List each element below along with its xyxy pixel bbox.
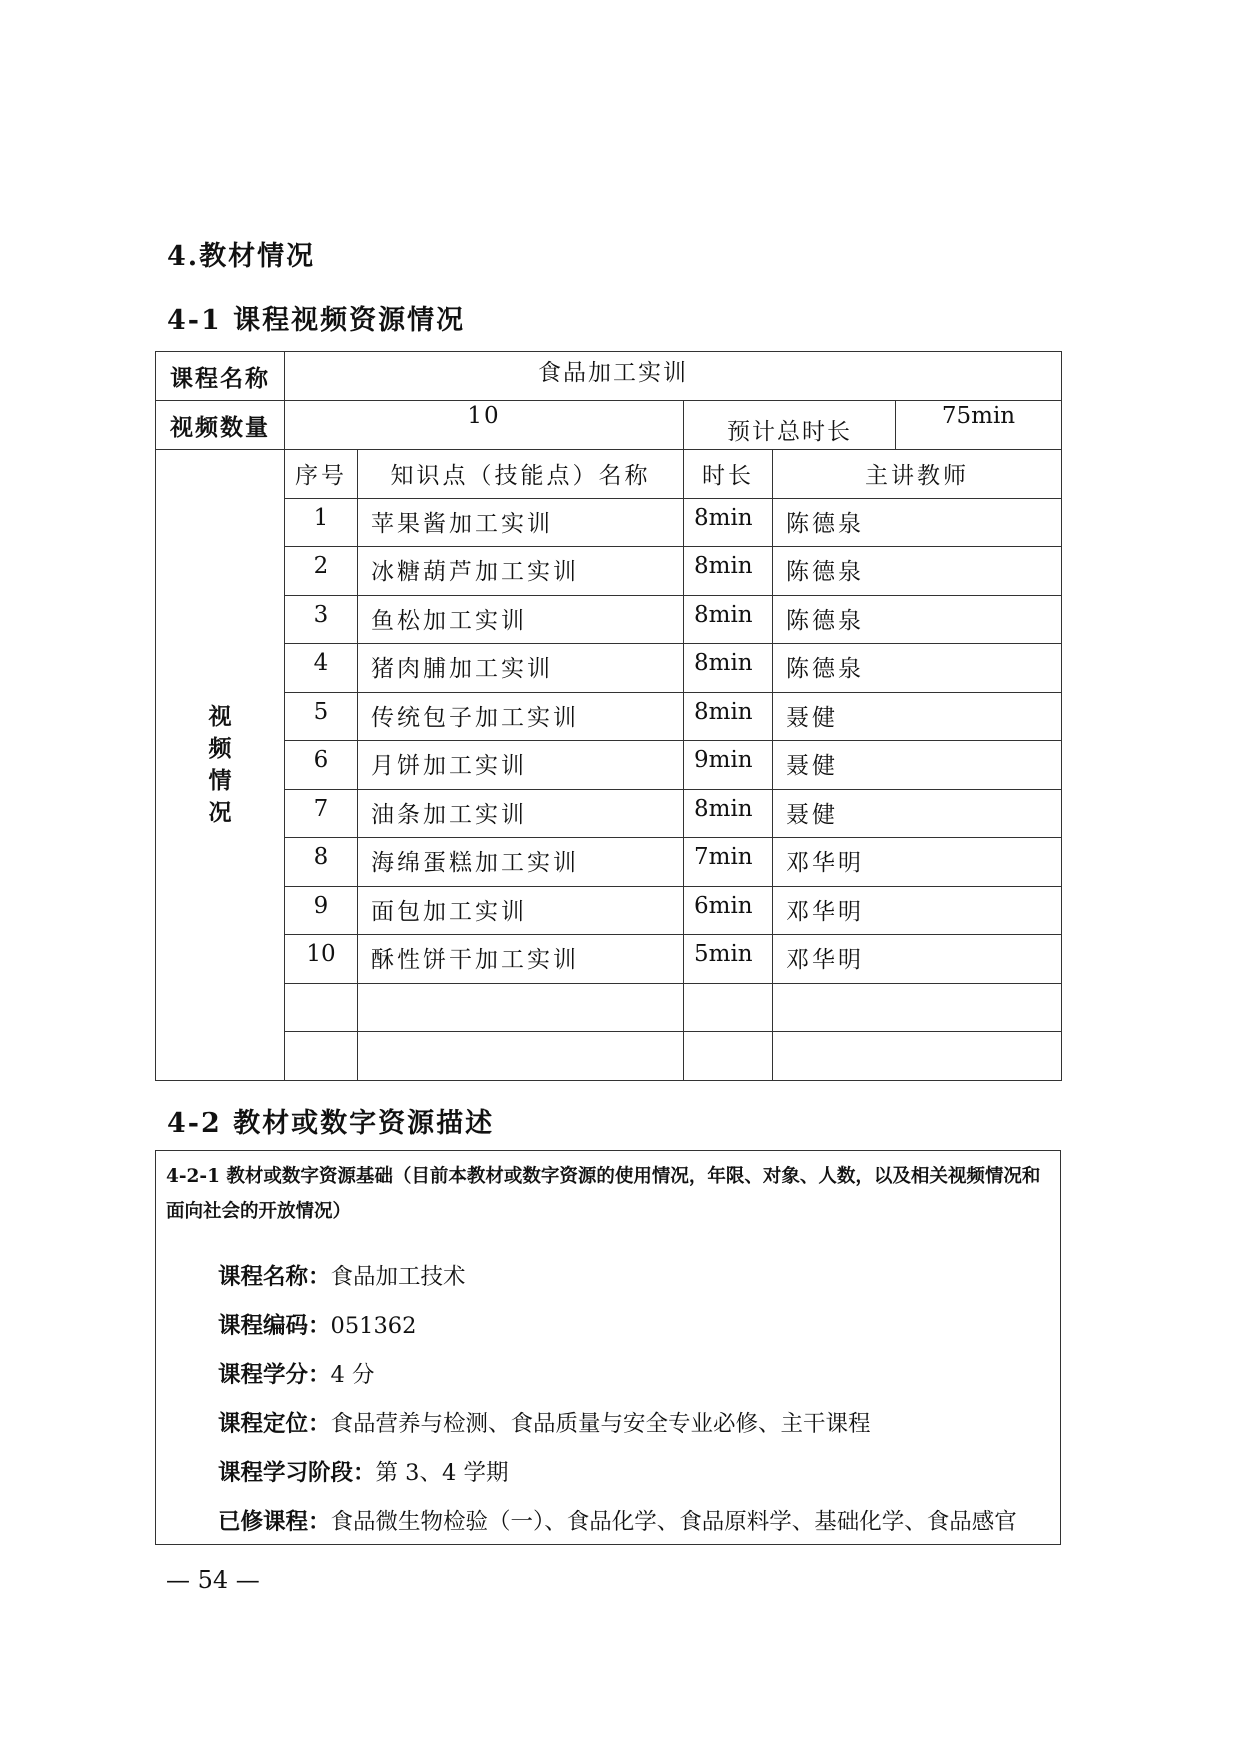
row-teacher: 邓华明 — [773, 935, 1062, 984]
row-teacher: 邓华明 — [773, 838, 1062, 887]
row-duration: 5min — [684, 935, 773, 984]
field-value: 食品微生物检验（一）、食品化学、食品原料学、基础化学、食品感官 — [330, 1509, 1017, 1535]
table-row — [156, 838, 1062, 887]
row-duration: 8min — [684, 789, 773, 838]
table-row — [156, 789, 1062, 838]
field-label: 课程学分： — [218, 1362, 331, 1388]
row-name: 鱼松加工实训 — [358, 595, 684, 644]
row-index: 5 — [285, 692, 358, 741]
table-row — [156, 547, 1062, 596]
row-index: 6 — [285, 741, 358, 790]
row-index: 10 — [285, 935, 358, 984]
row-name: 油条加工实训 — [358, 789, 684, 838]
table-row-empty — [156, 1032, 1062, 1081]
row-duration: 8min — [684, 498, 773, 547]
column-header-row — [156, 450, 1062, 499]
field-course-credits — [218, 1357, 374, 1389]
row-teacher — [773, 1032, 1062, 1081]
col-header-teacher: 主讲教师 — [773, 450, 1062, 499]
field-label: 课程定位： — [218, 1411, 331, 1437]
field-value: 食品营养与检测、食品质量与安全专业必修、主干课程 — [330, 1411, 871, 1437]
row-teacher — [773, 983, 1062, 1032]
table-row — [156, 692, 1062, 741]
resource-basis-title: 4-2-1 教材或数字资源基础（目前本教材或数字资源的使用情况，年限、对象、人数，以及相关视频情况和面向社会的开放情况） — [166, 1166, 1041, 1222]
row-name: 猪肉脯加工实训 — [358, 644, 684, 693]
row-duration: 7min — [684, 838, 773, 887]
row-name: 月饼加工实训 — [358, 741, 684, 790]
total-duration-label: 预计总时长 — [684, 401, 896, 449]
field-course-name — [218, 1259, 466, 1291]
row-duration — [684, 1032, 773, 1081]
video-count-row — [156, 401, 1062, 450]
row-duration: 6min — [684, 886, 773, 935]
row-index: 4 — [285, 644, 358, 693]
field-label: 已修课程： — [218, 1509, 331, 1535]
video-situation-label: 视 频 情 况 — [156, 450, 285, 1081]
row-duration — [684, 983, 773, 1032]
course-name-row — [156, 352, 1062, 401]
table-row — [156, 595, 1062, 644]
row-name: 冰糖葫芦加工实训 — [358, 547, 684, 596]
field-label: 课程名称： — [218, 1264, 331, 1290]
page-number: — 54 — — [166, 1566, 260, 1594]
row-teacher: 陈德泉 — [773, 595, 1062, 644]
row-duration: 9min — [684, 741, 773, 790]
row-name — [358, 1032, 684, 1081]
field-value: 食品加工技术 — [330, 1264, 466, 1290]
row-name: 传统包子加工实训 — [358, 692, 684, 741]
row-index: 8 — [285, 838, 358, 887]
video-count-value: 10 — [285, 401, 684, 450]
row-duration: 8min — [684, 692, 773, 741]
field-value: 第 3、4 学期 — [375, 1460, 509, 1486]
section-heading-textbook: 4.教材情况 — [167, 241, 316, 272]
row-name: 苹果酱加工实训 — [358, 498, 684, 547]
section-heading-video-resources: 4-1 课程视频资源情况 — [167, 305, 466, 336]
row-name: 酥性饼干加工实训 — [358, 935, 684, 984]
field-value: 051362 — [330, 1313, 417, 1339]
row-name: 海绵蛋糕加工实训 — [358, 838, 684, 887]
row-teacher: 陈德泉 — [773, 498, 1062, 547]
row-index: 7 — [285, 789, 358, 838]
row-teacher: 陈德泉 — [773, 644, 1062, 693]
table-row — [156, 498, 1062, 547]
row-name — [358, 983, 684, 1032]
row-index: 3 — [285, 595, 358, 644]
col-header-duration: 时长 — [684, 450, 773, 499]
row-index: 9 — [285, 886, 358, 935]
field-label: 课程学习阶段： — [218, 1460, 376, 1486]
field-course-positioning — [218, 1406, 871, 1438]
row-teacher: 邓华明 — [773, 886, 1062, 935]
field-prerequisite-courses — [218, 1504, 1017, 1536]
col-header-index: 序号 — [285, 450, 358, 499]
row-teacher: 聂健 — [773, 741, 1062, 790]
course-name-label: 课程名称 — [156, 352, 285, 401]
field-study-stage — [218, 1455, 508, 1487]
course-name-value: 食品加工实训 — [285, 352, 1062, 401]
total-duration-value: 75min — [941, 403, 1016, 429]
row-name: 面包加工实训 — [358, 886, 684, 935]
col-header-name: 知识点（技能点）名称 — [358, 450, 684, 499]
row-teacher: 聂健 — [773, 789, 1062, 838]
row-teacher: 陈德泉 — [773, 547, 1062, 596]
row-index: 1 — [285, 498, 358, 547]
resource-description-box — [155, 1150, 1061, 1545]
row-duration: 8min — [684, 547, 773, 596]
field-label: 课程编码： — [218, 1313, 331, 1339]
table-row — [156, 935, 1062, 984]
total-duration-cell — [684, 401, 1062, 450]
row-index — [285, 983, 358, 1032]
field-value: 4 分 — [330, 1362, 375, 1388]
row-index — [285, 1032, 358, 1081]
row-duration: 8min — [684, 644, 773, 693]
table-row — [156, 741, 1062, 790]
section-heading-resource-description: 4-2 教材或数字资源描述 — [167, 1108, 495, 1139]
video-resources-table — [155, 351, 1062, 1081]
table-row — [156, 644, 1062, 693]
video-count-label: 视频数量 — [156, 401, 285, 450]
row-index: 2 — [285, 547, 358, 596]
field-course-code — [218, 1308, 416, 1340]
table-row-empty — [156, 983, 1062, 1032]
table-row — [156, 886, 1062, 935]
row-teacher: 聂健 — [773, 692, 1062, 741]
row-duration: 8min — [684, 595, 773, 644]
